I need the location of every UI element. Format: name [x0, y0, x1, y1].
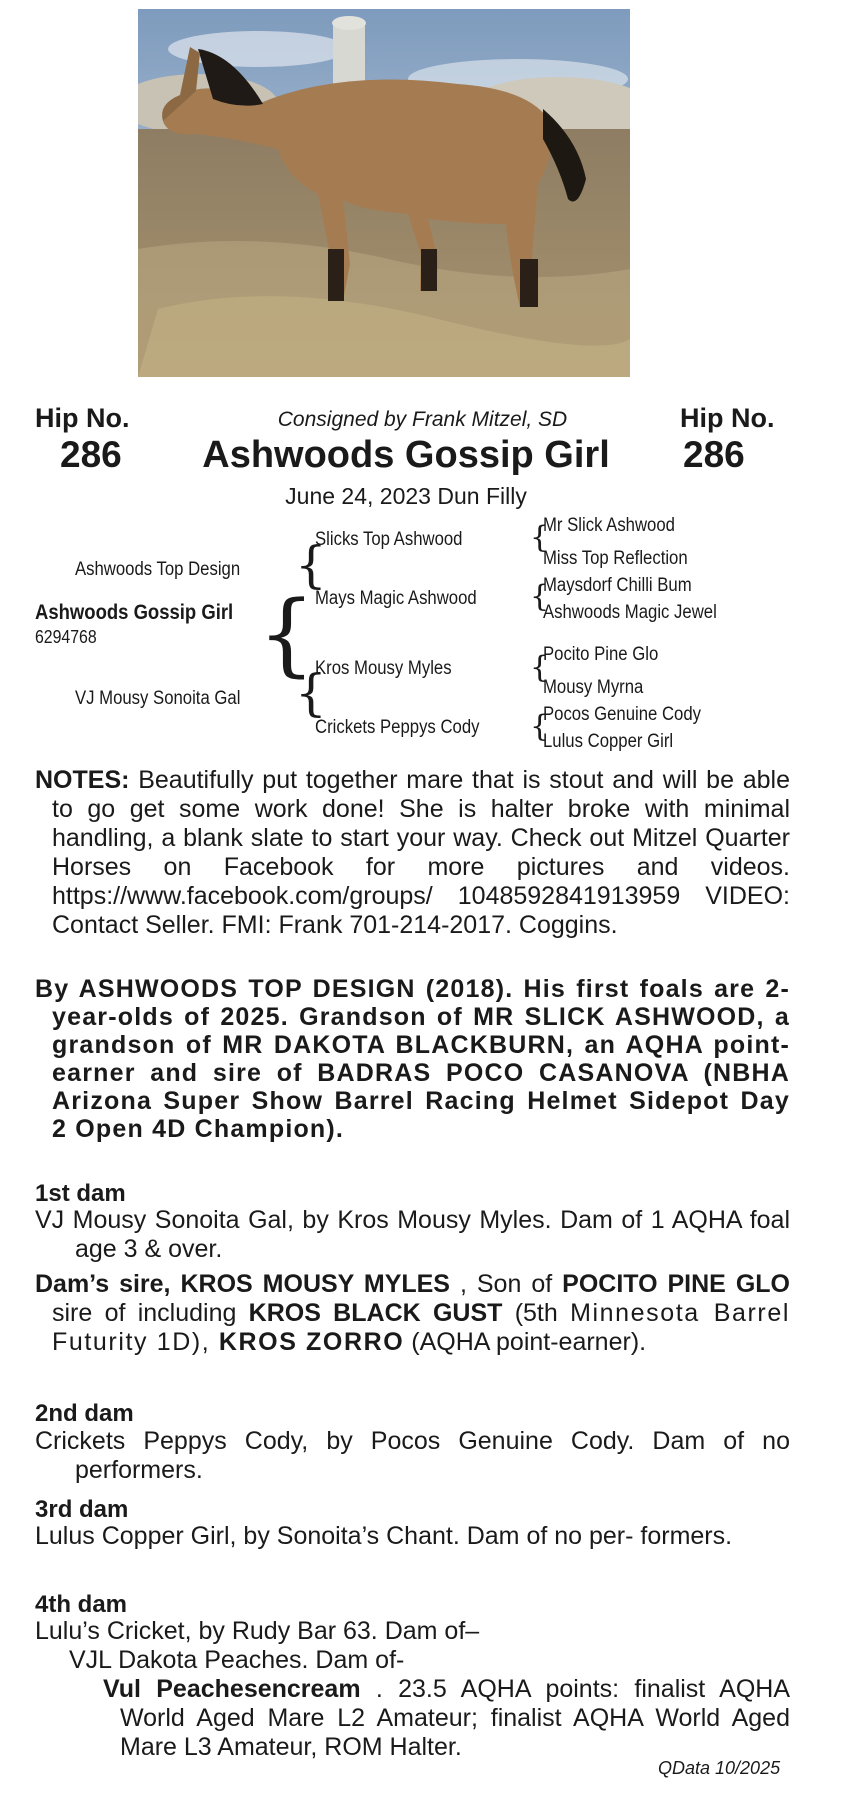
- pedigree-dam-sire: Kros Mousy Myles: [315, 658, 452, 679]
- pedigree-g1: Mr Slick Ashwood: [543, 515, 675, 536]
- pedigree-g2: Miss Top Reflection: [543, 548, 688, 569]
- dams-sire-t9: (AQHA point-earner).: [404, 1328, 647, 1356]
- consignor: Consigned by Frank Mitzel, SD: [277, 408, 568, 431]
- hip-number-left: 286: [60, 434, 122, 475]
- pedigree-g5: Pocito Pine Glo: [543, 644, 659, 665]
- hip-number-right: 286: [683, 434, 745, 475]
- dams-sire-t7: Minnesota Barrel Futurity 1D),: [52, 1299, 790, 1356]
- fourth-dam-heading: 4th dam: [35, 1591, 128, 1618]
- horse-photo: [138, 9, 630, 377]
- pedigree-brace-g2: {: [530, 579, 550, 614]
- pedigree-subject: Ashwoods Gossip Girl: [35, 601, 234, 624]
- footer-credit: QData 10/2025: [658, 1758, 781, 1778]
- pedigree-brace-dam: {: [295, 664, 327, 722]
- pedigree-brace-main: {: [258, 582, 316, 687]
- pedigree-sire-sire: Slicks Top Ashwood: [315, 529, 463, 550]
- dams-sire-t4: sire of including: [52, 1299, 249, 1327]
- pedigree-sire-dam: Mays Magic Ashwood: [315, 588, 477, 609]
- pedigree-g6: Mousy Myrna: [543, 677, 644, 698]
- second-dam-text: Crickets Peppys Cody, by Pocos Genuine Cody. Dam of no performers.: [35, 1427, 790, 1484]
- pedigree-dam: VJ Mousy Sonoita Gal: [75, 688, 241, 709]
- dams-sire-t2: , Son of: [450, 1270, 563, 1298]
- dams-sire-t5: KROS BLACK GUST: [248, 1299, 503, 1327]
- sire-paragraph: By ASHWOODS TOP DESIGN (2018). His first foals are 2-year-olds of 2025. Grandson of MR SLICK ASHWOOD, a grandson of MR DAKOTA BLACKBURN, an AQHA point-earner and sire of BADRAS POCO CASANOVA (NBHA Arizona Super Show Barrel Racing Helmet Sidepot Day 2 Open 4D Champion).: [35, 975, 790, 1143]
- horse-name: Ashwoods Gossip Girl: [202, 434, 610, 476]
- pedigree-g8: Lulus Copper Girl: [543, 731, 674, 752]
- foal-description: June 24, 2023 Dun Filly: [285, 483, 527, 509]
- hip-label-left: Hip No.: [35, 403, 130, 433]
- dams-sire-t6: (5th: [502, 1299, 571, 1327]
- first-dam-heading: 1st dam: [35, 1180, 126, 1207]
- dams-sire-t3: POCITO PINE GLO: [562, 1270, 790, 1298]
- notes-label: NOTES:: [35, 766, 130, 794]
- registration-number: 6294768: [35, 627, 97, 647]
- pedigree-brace-g3: {: [530, 650, 550, 685]
- produce-2-text: . 23.5 AQHA points: finalist AQHA World Aged Mare L2 Amateur; finalist AQHA World Aged Mare L3 Amateur, ROM Halter.: [120, 1675, 791, 1761]
- notes-paragraph: [35, 766, 790, 940]
- hip-label-right: Hip No.: [680, 403, 775, 433]
- pedigree-brace-sire: {: [295, 536, 327, 594]
- second-dam-heading: 2nd dam: [35, 1400, 134, 1427]
- third-dam-text: Lulus Copper Girl, by Sonoita’s Chant. Dam of no per- formers.: [35, 1522, 733, 1550]
- fourth-dam-produce-1: VJL Dakota Peaches. Dam of-: [69, 1646, 405, 1674]
- produce-2-name: Vul Peachesencream: [103, 1675, 361, 1703]
- pedigree-g7: Pocos Genuine Cody: [543, 704, 702, 725]
- fourth-dam-text: Lulu’s Cricket, by Rudy Bar 63. Dam of–: [35, 1617, 480, 1645]
- first-dam-text: VJ Mousy Sonoita Gal, by Kros Mousy Myles. Dam of 1 AQHA foal age 3 & over.: [35, 1206, 790, 1263]
- dams-sire-paragraph: [35, 1270, 790, 1357]
- pedigree-brace-g1: {: [530, 520, 550, 555]
- dams-sire-t8: KROS ZORRO: [218, 1328, 405, 1356]
- third-dam-heading: 3rd dam: [35, 1496, 129, 1523]
- pedigree-brace-g4: {: [530, 709, 550, 744]
- pedigree-dam-dam: Crickets Peppys Cody: [315, 717, 480, 738]
- fourth-dam-produce-2: [103, 1675, 790, 1762]
- notes-text: Beautifully put together mare that is stout and will be able to go get some work done! She is halter broke with minimal handling, a blank slate to start your way. Check out Mitzel Quarter Horses on Facebook for more pictures and videos. https://www.facebook.com/groups/ 1048592841913959 VIDEO: Contact Seller. FMI: Frank 701-214-2017. Coggins.: [52, 766, 790, 939]
- dams-sire-lead: Dam’s sire, KROS MOUSY MYLES: [35, 1270, 450, 1298]
- pedigree-sire: Ashwoods Top Design: [75, 559, 241, 580]
- pedigree-g3: Maysdorf Chilli Bum: [543, 575, 692, 596]
- pedigree-g4: Ashwoods Magic Jewel: [543, 602, 717, 623]
- horse-photo-icon: [138, 9, 630, 377]
